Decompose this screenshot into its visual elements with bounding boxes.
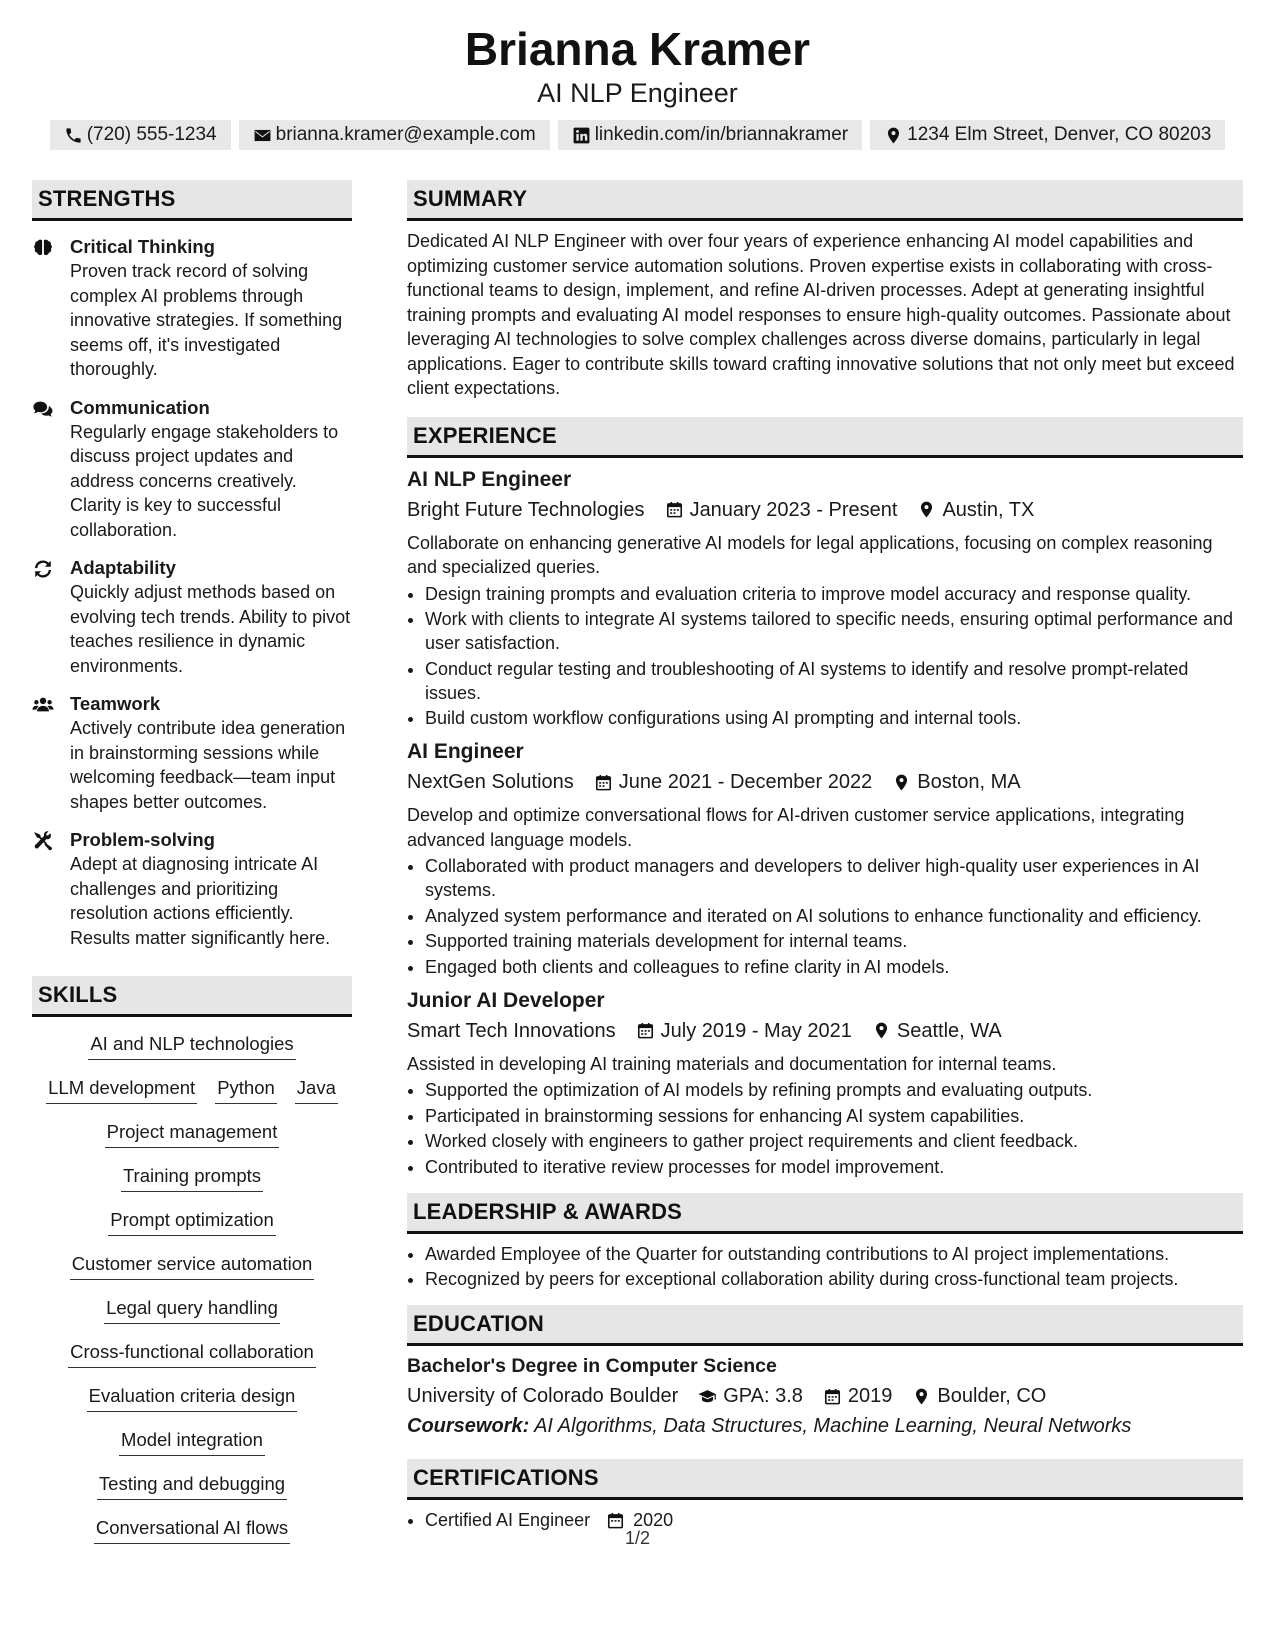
job-company: Smart Tech Innovations [407, 1019, 616, 1042]
strength-desc: Actively contribute idea generation in brainstorming sessions while welcoming feedback—team input shapes better outcomes. [70, 718, 346, 812]
comments-icon [32, 398, 54, 420]
right-column [407, 180, 1243, 1559]
job-bullet: • Contributed to iterative review processes for model improvement. [425, 1155, 1243, 1179]
skills-heading: SKILLS [32, 976, 352, 1017]
skill-tag: Customer service automation [70, 1251, 315, 1280]
summary-text: Dedicated AI NLP Engineer with over four years of experience enhancing AI model capabilities and optimizing customer service automation solutions. Proven expertise exists in collaborating with cross-functional teams to design, implement, and refine AI-driven processes. Adept at generating insightful training prompts and evaluating AI model responses to ensure high-quality outcomes. Passionate about leveraging AI technologies to solve complex challenges across diverse domains, particularly in legal applications. Eager to contribute skills toward crafting innovative solutions that not only meet but exceed client expectations. [407, 231, 1235, 398]
summary-heading: SUMMARY [407, 180, 1243, 221]
job-bullets [407, 854, 1243, 979]
map-marker-icon [912, 1387, 931, 1406]
education-heading: EDUCATION [407, 1305, 1243, 1346]
certification-year: 2020 [633, 1510, 674, 1530]
leadership-heading: LEADERSHIP & AWARDS [407, 1193, 1243, 1234]
strengths-heading: STRENGTHS [32, 180, 352, 221]
job-meta [407, 767, 1243, 797]
strength-desc: Regularly engage stakeholders to discuss project updates and address concerns creatively. Clarity is key to successful collaboration. [70, 421, 339, 540]
users-icon [32, 694, 54, 716]
job-bullet: • Participated in brainstorming sessions for enhancing AI system capabilities. [425, 1104, 1243, 1128]
job-company: Bright Future Technologies [407, 498, 645, 521]
skill-tag: Cross-functional collaboration [68, 1339, 316, 1368]
job-bullet: • Design training prompts and evaluation criteria to improve model accuracy and response quality. [425, 582, 1243, 606]
map-marker-icon [872, 1021, 891, 1040]
job-bullet: • Work with clients to integrate AI systems tailored to specific needs, ensuring optimal performance and user satisfaction. [425, 607, 1243, 655]
education-coursework [407, 1411, 1243, 1441]
coursework-label: Coursework: [407, 1415, 530, 1437]
phone-contact [50, 120, 231, 150]
phone-icon [64, 126, 83, 145]
skill-tag: Evaluation criteria design [87, 1383, 298, 1412]
certifications-heading: CERTIFICATIONS [407, 1459, 1243, 1500]
job-entry [407, 466, 1243, 731]
coursework-text: AI Algorithms, Data Structures, Machine Learning, Neural Networks [534, 1415, 1132, 1437]
skill-tag: Legal query handling [104, 1295, 280, 1324]
envelope-icon [253, 126, 272, 145]
address-contact [870, 120, 1225, 150]
strength-name: Communication [70, 396, 210, 418]
education-location: Boulder, CO [937, 1385, 1047, 1407]
job-location: Austin, TX [942, 498, 1035, 521]
job-meta [407, 1016, 1243, 1046]
job-entry [407, 987, 1243, 1179]
sync-icon [32, 558, 54, 580]
resume-header [0, 0, 1275, 150]
address-text: 1234 Elm Street, Denver, CO 80203 [907, 124, 1212, 145]
calendar-icon [606, 1511, 625, 1530]
candidate-title: AI NLP Engineer [537, 78, 738, 108]
candidate-name: Brianna Kramer [464, 23, 811, 75]
strength-desc: Quickly adjust methods based on evolving tech trends. Ability to pivot teaches resilience in dynamic environments. [70, 582, 351, 676]
job-bullet: • Collaborated with product managers and developers to deliver high-quality user experiences in AI systems. [425, 854, 1243, 902]
page-number: 1/2 [625, 1528, 651, 1548]
skill-tag: Testing and debugging [97, 1471, 287, 1500]
award-item: • Awarded Employee of the Quarter for outstanding contributions to AI project implementations. [425, 1242, 1243, 1266]
job-description: Collaborate on enhancing generative AI models for legal applications, focusing on complex reasoning and specialized queries. [407, 532, 1213, 577]
skill-tag: Python [215, 1075, 277, 1104]
skill-tag: Prompt optimization [108, 1207, 275, 1236]
contact-bar [0, 120, 1275, 150]
linkedin-icon [572, 126, 591, 145]
strength-item [32, 556, 352, 678]
job-description: Develop and optimize conversational flows for AI-driven customer service applications, integrating advanced language models. [407, 805, 1185, 850]
job-bullet: • Build custom workflow configurations using AI prompting and internal tools. [425, 706, 1243, 730]
calendar-icon [594, 773, 613, 792]
strength-name: Adaptability [70, 557, 176, 578]
resume-body [32, 180, 1243, 1559]
skill-tag: Project management [105, 1119, 280, 1148]
skill-tag: Training prompts [121, 1163, 263, 1192]
calendar-icon [823, 1387, 842, 1406]
job-title: AI NLP Engineer [407, 467, 572, 491]
skills-list [32, 1031, 352, 1544]
skill-tag: Conversational AI flows [94, 1515, 290, 1544]
education-meta [407, 1381, 1243, 1411]
education-year: 2019 [847, 1385, 893, 1407]
strength-desc: Proven track record of solving complex AI problems through innovative strategies. If something seems off, it's investigated thoroughly. [70, 261, 343, 379]
award-item: • Recognized by peers for exceptional collaboration ability during cross-functional team projects. [425, 1267, 1243, 1291]
job-dates: June 2021 - December 2022 [618, 771, 873, 793]
job-location: Seattle, WA [896, 1019, 1002, 1042]
experience-heading: EXPERIENCE [407, 417, 1243, 458]
job-description: Assisted in developing AI training materials and documentation for internal teams. [407, 1053, 1057, 1074]
strength-item [32, 692, 352, 814]
job-bullet: • Analyzed system performance and iterated on AI solutions to enhance functionality and efficiency. [425, 904, 1243, 928]
strength-name: Teamwork [70, 693, 161, 714]
linkedin-contact[interactable] [558, 120, 862, 150]
skill-tag: AI and NLP technologies [88, 1031, 295, 1060]
phone-text: (720) 555-1234 [86, 124, 217, 145]
job-bullet: • Engaged both clients and colleagues to refine clarity in AI models. [425, 955, 1243, 979]
job-meta [407, 495, 1243, 525]
certifications-list [407, 1508, 1243, 1532]
strength-name: Critical Thinking [70, 236, 215, 257]
skill-tag: LLM development [46, 1075, 197, 1104]
job-bullets [407, 582, 1243, 731]
graduation-cap-icon [698, 1387, 717, 1406]
certification-item [425, 1508, 1243, 1532]
skill-tag: Java [295, 1075, 338, 1104]
email-contact[interactable] [239, 120, 550, 150]
education-school: University of Colorado Boulder [407, 1385, 679, 1407]
certification-name: • Certified AI Engineer [425, 1510, 591, 1530]
education-gpa: GPA: 3.8 [723, 1385, 803, 1407]
strength-item [32, 828, 352, 950]
education-degree: Bachelor's Degree in Computer Science [407, 1355, 777, 1377]
skill-tag: Model integration [119, 1427, 265, 1456]
left-column [32, 180, 352, 1559]
job-location: Boston, MA [917, 771, 1021, 793]
leadership-list [407, 1242, 1243, 1292]
job-bullets [407, 1078, 1243, 1179]
map-marker-icon [884, 126, 903, 145]
map-marker-icon [917, 500, 936, 519]
calendar-icon [636, 1021, 655, 1040]
strength-item [32, 235, 352, 382]
job-title: AI Engineer [407, 740, 524, 763]
job-dates: July 2019 - May 2021 [660, 1019, 852, 1042]
brain-icon [32, 237, 54, 259]
job-bullet: • Conduct regular testing and troubleshooting of AI systems to identify and resolve prompt-related issues. [425, 657, 1243, 705]
job-dates: January 2023 - Present [689, 498, 898, 521]
strength-name: Problem-solving [70, 829, 215, 850]
job-bullet: • Worked closely with engineers to gather project requirements and client feedback. [425, 1129, 1243, 1153]
strengths-list [32, 235, 352, 950]
email-text[interactable]: brianna.kramer@example.com [275, 124, 536, 145]
job-company: NextGen Solutions [407, 771, 574, 793]
job-bullet: • Supported the optimization of AI models by refining prompts and evaluating outputs. [425, 1078, 1243, 1102]
job-bullet: • Supported training materials development for internal teams. [425, 929, 1243, 953]
job-title: Junior AI Developer [407, 988, 605, 1012]
tools-icon [32, 830, 54, 852]
calendar-icon [665, 500, 684, 519]
map-marker-icon [892, 773, 911, 792]
strength-item [32, 396, 352, 543]
linkedin-text[interactable]: linkedin.com/in/briannakramer [594, 124, 849, 145]
job-entry [407, 738, 1243, 979]
strength-desc: Adept at diagnosing intricate AI challenges and prioritizing resolution actions efficiently. Results matter significantly here. [70, 854, 331, 948]
